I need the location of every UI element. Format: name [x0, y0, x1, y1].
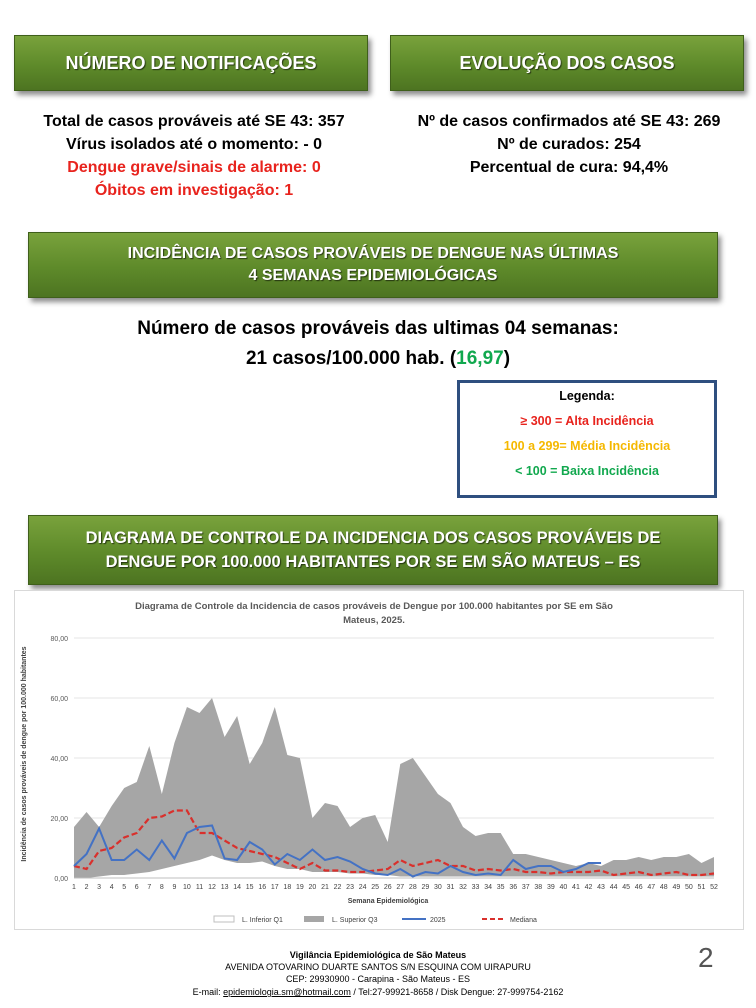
x-tick-label: 28 [408, 884, 417, 891]
total-probable-cases: Total de casos prováveis até SE 43: 357 [43, 113, 345, 130]
x-tick-label: 42 [584, 884, 593, 891]
evolution-stats [384, 110, 754, 179]
x-tick-label: 22 [333, 884, 342, 891]
footer-contact [0, 987, 756, 997]
x-tick-label: 21 [321, 884, 329, 891]
incidence-value: 16,97 [456, 348, 504, 369]
x-tick-label: 52 [710, 884, 718, 891]
x-tick-label: 24 [358, 884, 367, 891]
x-tick-label: 23 [346, 884, 354, 891]
x-tick-label: 1 [72, 884, 76, 891]
legend-swatch [214, 916, 234, 922]
x-tick-label: 10 [183, 884, 191, 891]
cure-percentage: Percentual de cura: 94,4% [469, 159, 669, 176]
legend-label: Mediana [510, 917, 537, 924]
x-tick-label: 39 [546, 884, 555, 891]
x-tick-label: 33 [471, 884, 480, 891]
x-tick-label: 20 [308, 884, 317, 891]
x-tick-label: 17 [270, 884, 279, 891]
notifications-header-text: NÚMERO DE NOTIFICAÇÕES [65, 52, 317, 73]
x-tick-label: 26 [383, 884, 392, 891]
legend-low: < 100 = Baixa Incidência [515, 464, 659, 478]
legend-box [457, 380, 717, 498]
deaths-under-investigation: Óbitos em investigação: 1 [94, 182, 294, 199]
incidence-header [28, 232, 718, 298]
x-tick-label: 36 [509, 884, 518, 891]
x-tick-label: 45 [622, 884, 631, 891]
diagram-header [28, 515, 718, 585]
y-tick-label: 20,00 [50, 816, 68, 823]
severe-dengue: Dengue grave/sinais de alarme: 0 [67, 159, 321, 176]
x-tick-label: 5 [122, 884, 127, 891]
footer-org: Vigilância Epidemiológica de São Mateus [289, 950, 467, 960]
x-tick-label: 43 [597, 884, 605, 891]
legend-label: L. Inferior Q1 [242, 917, 283, 924]
footer-cep: CEP: 29930900 - Carapina - São Mateus - ES [285, 974, 471, 984]
footer-address: AVENIDA OTOVARINO DUARTE SANTOS S/N ESQUINA COM UIRAPURU [225, 962, 531, 972]
x-tick-label: 41 [572, 884, 580, 891]
isolated-virus: Vírus isolados até o momento: - 0 [65, 136, 323, 153]
legend-high: ≥ 300 = Alta Incidência [520, 414, 654, 428]
incidence-line2 [0, 348, 756, 370]
legend-label: 2025 [430, 917, 446, 924]
chart-svg [14, 590, 744, 930]
x-tick-label: 48 [659, 884, 668, 891]
x-tick-label: 32 [459, 884, 467, 891]
legend-swatch [304, 916, 324, 922]
x-tick-label: 9 [172, 884, 177, 891]
x-tick-label: 46 [634, 884, 643, 891]
x-tick-label: 3 [97, 884, 102, 891]
incidence-header-line2: 4 SEMANAS EPIDEMIOLÓGICAS [248, 267, 498, 284]
chart-frame [15, 591, 744, 930]
x-tick-label: 16 [258, 884, 267, 891]
diagram-header-line2: DENGUE POR 100.000 HABITANTES POR SE EM SÃO MATEUS – ES [105, 553, 641, 571]
x-tick-label: 13 [220, 884, 229, 891]
incidence-prefix: 21 casos/100.000 hab. ( [245, 348, 457, 369]
x-tick-label: 14 [233, 884, 242, 891]
x-tick-label: 11 [195, 884, 204, 891]
evolution-header [390, 35, 744, 91]
x-tick-label: 30 [434, 884, 442, 891]
x-tick-label: 34 [484, 884, 493, 891]
x-tick-label: 2 [84, 884, 89, 891]
x-tick-label: 19 [295, 884, 304, 891]
x-tick-label: 44 [609, 884, 618, 891]
diagram-header-line1: DIAGRAMA DE CONTROLE DA INCIDENCIA DOS CASOS PROVÁVEIS DE [85, 529, 661, 547]
y-tick-label: 60,00 [50, 696, 68, 703]
chart-ylabel: Incidência de casos prováveis de dengue por 100.000 habitantes [21, 646, 28, 862]
x-tick-label: 29 [421, 884, 430, 891]
x-tick-label: 49 [672, 884, 681, 891]
x-tick-label: 7 [147, 884, 152, 891]
x-tick-label: 35 [496, 884, 505, 891]
chart-title-line1: Diagrama de Controle da Incidencia de casos prováveis de Dengue por 100.000 habitantes por SE em São [135, 601, 613, 612]
x-tick-label: 51 [697, 884, 706, 891]
confirmed-cases: Nº de casos confirmados até SE 43: 269 [417, 113, 721, 130]
legend-medium: 100 a 299= Média Incidência [503, 439, 671, 453]
notifications-stats [14, 110, 374, 202]
legend-label: L. Superior Q3 [332, 917, 378, 924]
notifications-header [14, 35, 368, 91]
y-tick-label: 0,00 [54, 876, 68, 883]
x-tick-label: 27 [396, 884, 405, 891]
x-tick-label: 4 [109, 884, 114, 891]
x-tick-label: 40 [559, 884, 568, 891]
x-tick-label: 47 [647, 884, 656, 891]
footer-phones: / Tel:27-99921-8658 / Disk Dengue: 27-999754-2162 [350, 987, 564, 997]
footer-email-prefix: E-mail: [192, 987, 224, 997]
page-number: 2 [698, 942, 714, 973]
incidence-line1: Número de casos prováveis das ultimas 04 semanas: [137, 318, 619, 339]
y-tick-label: 40,00 [50, 756, 68, 763]
x-tick-label: 6 [134, 884, 139, 891]
x-tick-label: 25 [371, 884, 380, 891]
control-diagram-chart [14, 590, 744, 930]
x-tick-label: 15 [245, 884, 254, 891]
x-tick-label: 31 [446, 884, 455, 891]
evolution-header-text: EVOLUÇÃO DOS CASOS [459, 52, 675, 73]
incidence-suffix: ) [503, 348, 511, 369]
x-tick-label: 37 [521, 884, 530, 891]
incidence-header-line1: INCIDÊNCIA DE CASOS PROVÁVEIS DE DENGUE NAS ÚLTIMAS [127, 245, 619, 262]
x-tick-label: 38 [534, 884, 543, 891]
x-tick-label: 12 [208, 884, 216, 891]
x-tick-label: 8 [159, 884, 164, 891]
x-tick-label: 50 [685, 884, 693, 891]
y-tick-label: 80,00 [50, 636, 68, 643]
legend-title: Legenda: [559, 389, 615, 403]
chart-xlabel: Semana Epidemiológica [347, 898, 429, 905]
chart-title-line2: Mateus, 2025. [343, 615, 405, 626]
x-tick-label: 18 [283, 884, 292, 891]
footer-email-link[interactable]: epidemiologia.sm@hotmail.com [223, 987, 351, 997]
cured-cases: Nº de curados: 254 [497, 136, 641, 153]
